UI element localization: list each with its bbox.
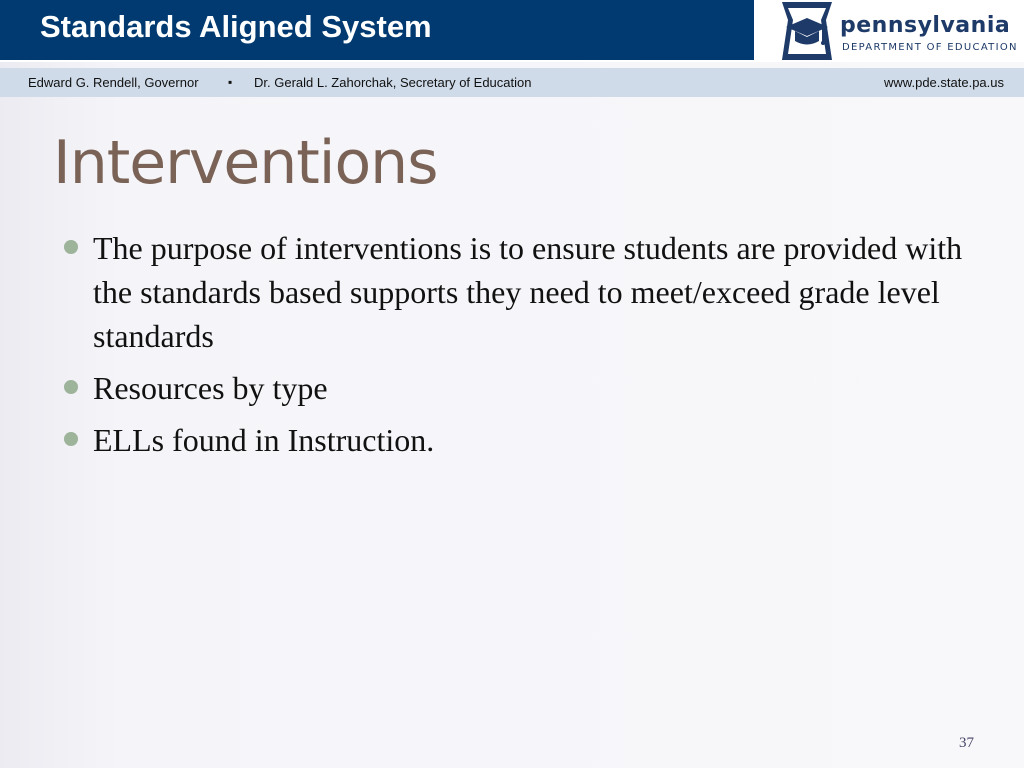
secretary-credit: Dr. Gerald L. Zahorchak, Secretary of Education <box>254 75 532 90</box>
bullet-text: ELLs found in Instruction. <box>93 422 435 458</box>
header-title-band <box>0 0 754 60</box>
website-url: www.pde.state.pa.us <box>884 75 1004 90</box>
slide-title: Interventions <box>53 128 438 198</box>
keystone-graduation-cap-icon <box>776 0 838 62</box>
credit-separator: ▪ <box>228 75 233 89</box>
bullet-item <box>60 418 980 462</box>
logo-name: pennsylvania <box>840 13 1011 38</box>
bullet-item <box>60 226 980 358</box>
bullet-list <box>60 226 980 470</box>
bullet-dot-icon <box>64 432 78 446</box>
governor-credit: Edward G. Rendell, Governor <box>28 75 199 90</box>
system-title: Standards Aligned System <box>40 9 432 44</box>
bullet-dot-icon <box>64 240 78 254</box>
bullet-item <box>60 366 980 410</box>
header <box>0 0 1024 62</box>
bullet-text: Resources by type <box>93 370 328 406</box>
logo-department: DEPARTMENT OF EDUCATION <box>842 42 1018 53</box>
pde-logo <box>776 0 1018 62</box>
info-bar <box>0 68 1024 97</box>
bullet-dot-icon <box>64 380 78 394</box>
bullet-text: The purpose of interventions is to ensure students are provided with the standards based supports they need to meet/exceed grade level standards <box>93 230 963 354</box>
page-number: 37 <box>959 735 974 751</box>
